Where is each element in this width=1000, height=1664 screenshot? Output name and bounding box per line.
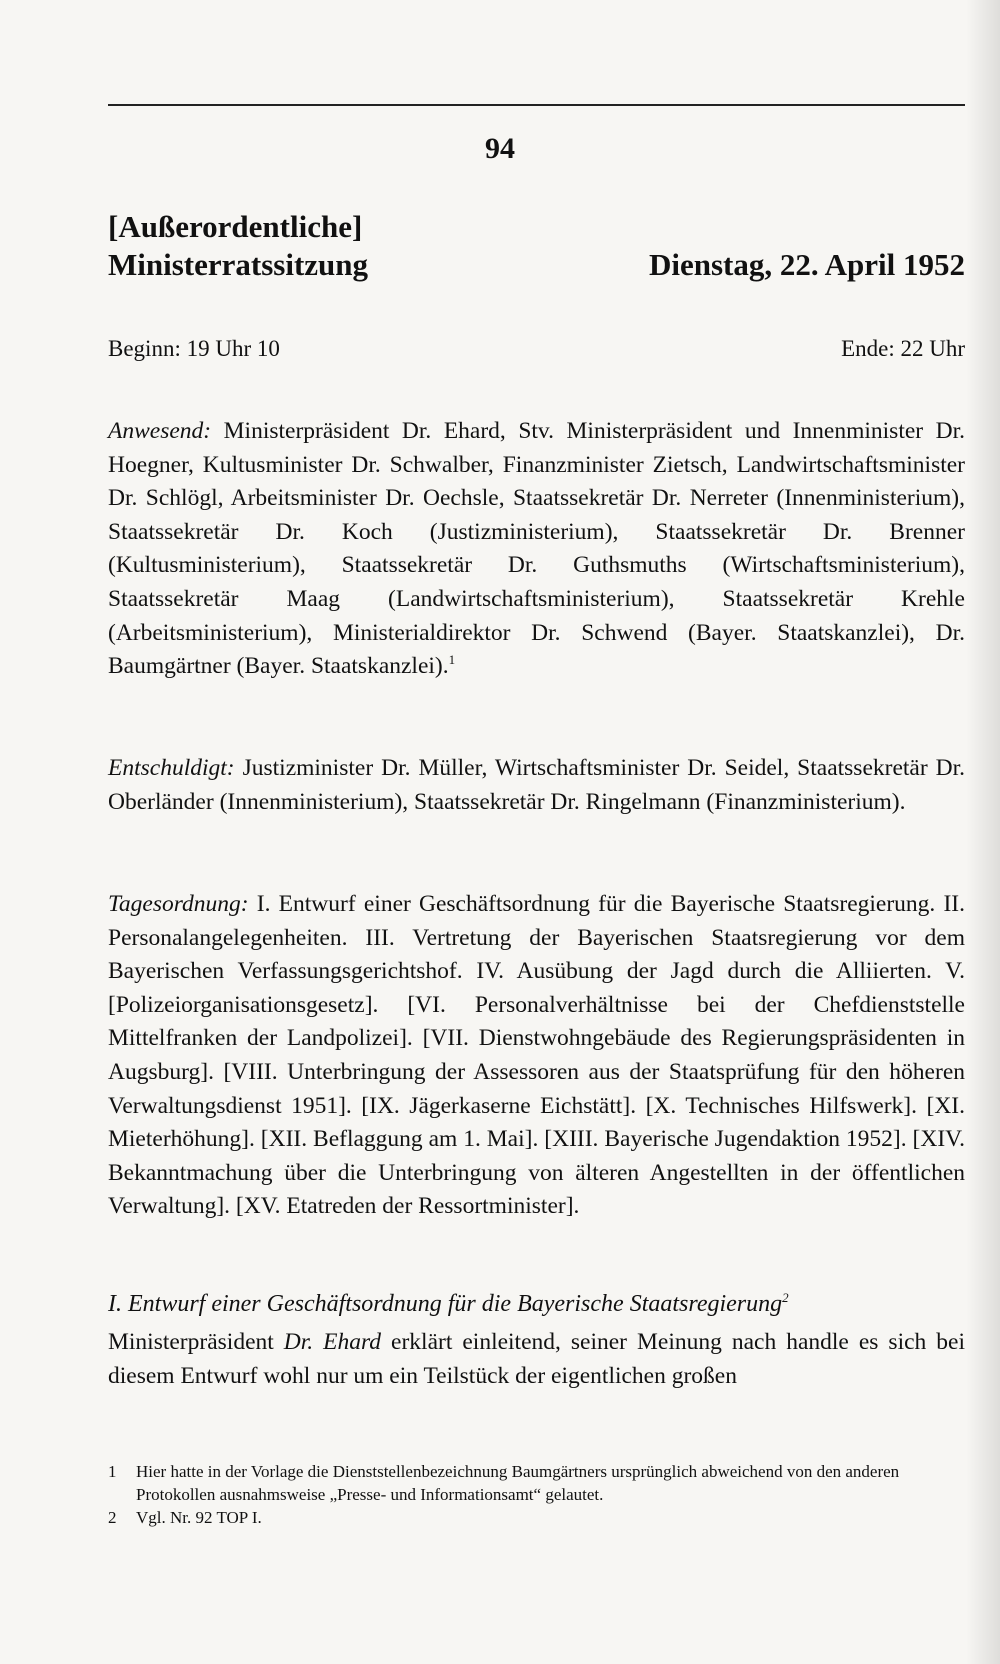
footnote <box>108 1506 965 1529</box>
footnote-ref-1: 1 <box>448 652 456 668</box>
footnote-ref-2: 2 <box>782 1290 789 1305</box>
time-row <box>108 336 965 362</box>
begin-time: Beginn: 19 Uhr 10 <box>108 336 280 361</box>
footnote-number: 1 <box>108 1462 117 1481</box>
header-rule <box>108 104 965 106</box>
section-text-b: erklärt einleitend, seiner Meinung nach handle es sich bei diesem Entwurf wohl nur um ein Teilstück der eigentlichen großen <box>108 1329 965 1389</box>
section-text-a: Ministerpräsident <box>108 1329 284 1355</box>
title-block <box>108 208 965 284</box>
section-heading-text: I. Entwurf einer Geschäftsordnung für die Bayerische Staatsregierung <box>108 1291 783 1317</box>
session-type: Ministerratssitzung <box>108 247 369 282</box>
section-paragraph <box>108 1326 965 1393</box>
footnote <box>108 1460 965 1506</box>
excused-text: Justizminister Dr. Müller, Wirtschaftsminister Dr. Seidel, Staatssekretär Dr. Oberländer (Innenministerium), Staatssekretär Dr. Ringelmann (Finanzministerium). <box>108 755 965 815</box>
section-heading <box>108 1291 965 1318</box>
attendees-label: Anwesend: <box>108 418 212 444</box>
footnotes <box>108 1460 965 1529</box>
excused-paragraph <box>108 752 965 819</box>
title-line1: [Außerordentliche] <box>108 209 363 244</box>
agenda-paragraph <box>108 888 965 1224</box>
excused-label: Entschuldigt: <box>108 755 235 781</box>
attendees-text: Ministerpräsident Dr. Ehard, Stv. Ministerpräsident und Innenminister Dr. Hoegner, Kultusminister Dr. Schwalber, Finanzminister Zietsch, Landwirtschaftsminister Dr. Schlögl, Arbeitsminister Dr. Oechsle, Staatssekretär Dr. Nerreter (Innenministerium), Staatssekretär Dr. Koch (Justizministerium), Staatssekretär Dr. Brenner (Kultusministerium), Staatssekretär Dr. Guthsmuths (Wirtschaftsministerium), Staatssekretär Maag (Landwirtschaftsministerium), Staatssekretär Krehle (Arbeitsministerium), Ministerialdirektor Dr. Schwend (Bayer. Staatskanzlei), Dr. Baumgärtner (Bayer. Staatskanzlei). <box>108 418 965 680</box>
end-time: Ende: 22 Uhr <box>841 336 965 361</box>
agenda-text: I. Entwurf einer Geschäftsordnung für die Bayerische Staatsregierung. II. Personalangelegenheiten. III. Vertretung der Bayerischen Staatsregierung vor dem Bayerischen Verfassungsgerichtshof. IV. Ausübung der Jagd durch die Alliierten. V. [Polizeiorganisationsgesetz]. [VI. Personalverhältnisse bei der Chefdienststelle Mittelfranken der Landpolizei]. [VII. Dienstwohngebäude des Regierungspräsidenten in Augsburg]. [VIII. Unterbringung der Assessoren aus der Staatsprüfung für den höheren Verwaltungsdienst 1951]. [IX. Jägerkaserne Eichstätt]. [X. Technisches Hilfswerk]. [XI. Mieterhöhung]. [XII. Beflaggung am 1. Mai]. [XIII. Bayerische Jugendaktion 1952]. [XIV. Bekanntmachung über die Unterbringung von älteren Angestellten in der öffentlichen Verwaltung]. [XV. Etatreden der Ressortminister]. <box>108 891 965 1220</box>
scan-shadow <box>966 0 1000 1664</box>
session-date: Dienstag, 22. April 1952 <box>648 247 965 282</box>
document-number: 94 <box>485 132 515 165</box>
section-text-name: Dr. Ehard <box>283 1329 382 1355</box>
footnote-text: Hier hatte in der Vorlage die Dienststellenbezeichnung Baumgärtners ursprünglich abweichend von den anderen Protokollen ausnahmsweise „Presse- und Informationsamt“ gelautet. <box>136 1462 900 1504</box>
agenda-label: Tagesordnung: <box>108 891 249 917</box>
footnote-text: Vgl. Nr. 92 TOP I. <box>136 1508 262 1527</box>
attendees-paragraph <box>108 415 965 684</box>
title-line2 <box>108 246 965 284</box>
footnote-number: 2 <box>108 1508 117 1527</box>
